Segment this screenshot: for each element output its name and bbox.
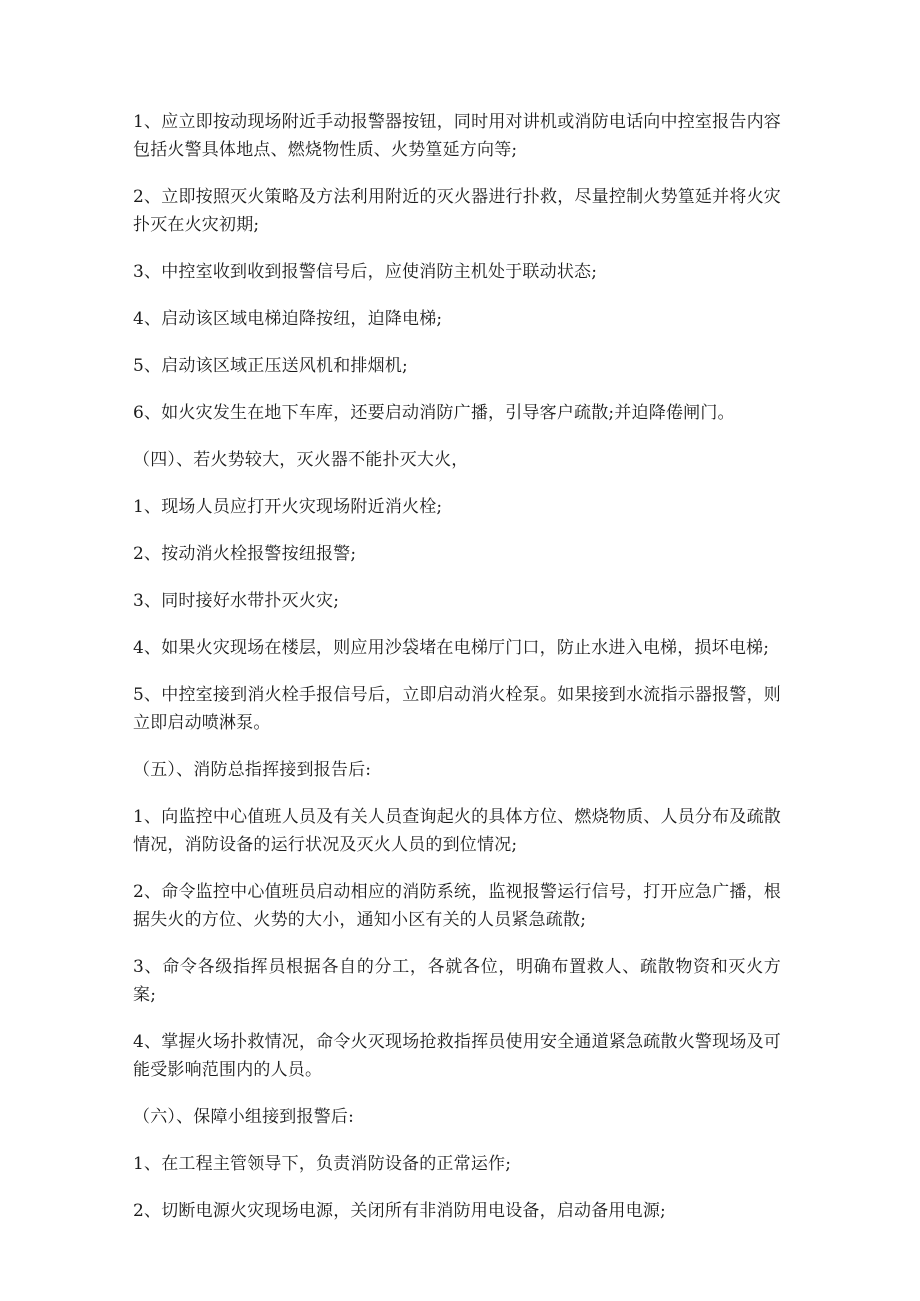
paragraph-3: 3、中控室收到收到报警信号后，应使消防主机处于联动状态;	[133, 262, 598, 282]
paragraph-2: 2、立即按照灭火策略及方法利用附近的灭火器进行扑救，尽量控制火势篁延并将火灾扑灭在火灾初期;	[133, 187, 781, 235]
paragraph-4: 4、启动该区域电梯迫降按纽，迫降电梯;	[133, 309, 443, 329]
section-heading-4: （四）、若火势较大，灭火器不能扑灭大火，	[133, 450, 469, 470]
paragraph-17: 2、切断电源火灾现场电源，关闭所有非消防用电设备，启动备用电源;	[133, 1201, 666, 1221]
paragraph-13: 2、命令监控中心值班员启动相应的消防系统，监视报警运行信号，打开应急广播，根据失火的方位、火势的大小，通知小区有关的人员紧急疏散;	[133, 882, 781, 930]
paragraph-14: 3、命令各级指挥员根据各自的分工，各就各位，明确布置救人、疏散物资和灭火方案;	[133, 957, 781, 1005]
paragraph-11: 5、中控室接到消火栓手报信号后，立即启动消火栓泵。如果接到水流指示器报警，则立即启动喷淋泵。	[133, 685, 781, 733]
paragraph-6: 6、如火灾发生在地下车库，还要启动消防广播，引导客户疏散;并迫降倦闸门。	[133, 403, 735, 423]
paragraph-8: 2、按动消火栓报警按纽报警;	[133, 544, 357, 564]
section-heading-5: （五）、消防总指挥接到报告后:	[133, 760, 372, 780]
paragraph-15: 4、掌握火场扑救情况，命令火灭现场抢救指挥员使用安全通道紧急疏散火警现场及可能受影响范围内的人员。	[133, 1032, 781, 1080]
section-heading-6: （六）、保障小组接到报警后:	[133, 1107, 355, 1127]
paragraph-5: 5、启动该区域正压送风机和排烟机;	[133, 356, 408, 376]
paragraph-7: 1、现场人员应打开火灾现场附近消火栓;	[133, 497, 443, 517]
paragraph-1: 1、应立即按动现场附近手动报警器按钮，同时用对讲机或消防电话向中控室报告内容包括火警具体地点、燃烧物性质、火势篁延方向等;	[133, 112, 781, 160]
paragraph-10: 4、如果火灾现场在楼层，则应用沙袋堵在电梯厅门口，防止水进入电梯，损坏电梯;	[133, 638, 770, 658]
paragraph-16: 1、在工程主管领导下，负责消防设备的正常运作;	[133, 1154, 512, 1174]
paragraph-12: 1、向监控中心值班人员及有关人员查询起火的具体方位、燃烧物质、人员分布及疏散情况，消防设备的运行状况及灭火人员的到位情况;	[133, 807, 781, 855]
paragraph-9: 3、同时接好水带扑灭火灾;	[133, 591, 340, 611]
document-page	[133, 108, 781, 1244]
